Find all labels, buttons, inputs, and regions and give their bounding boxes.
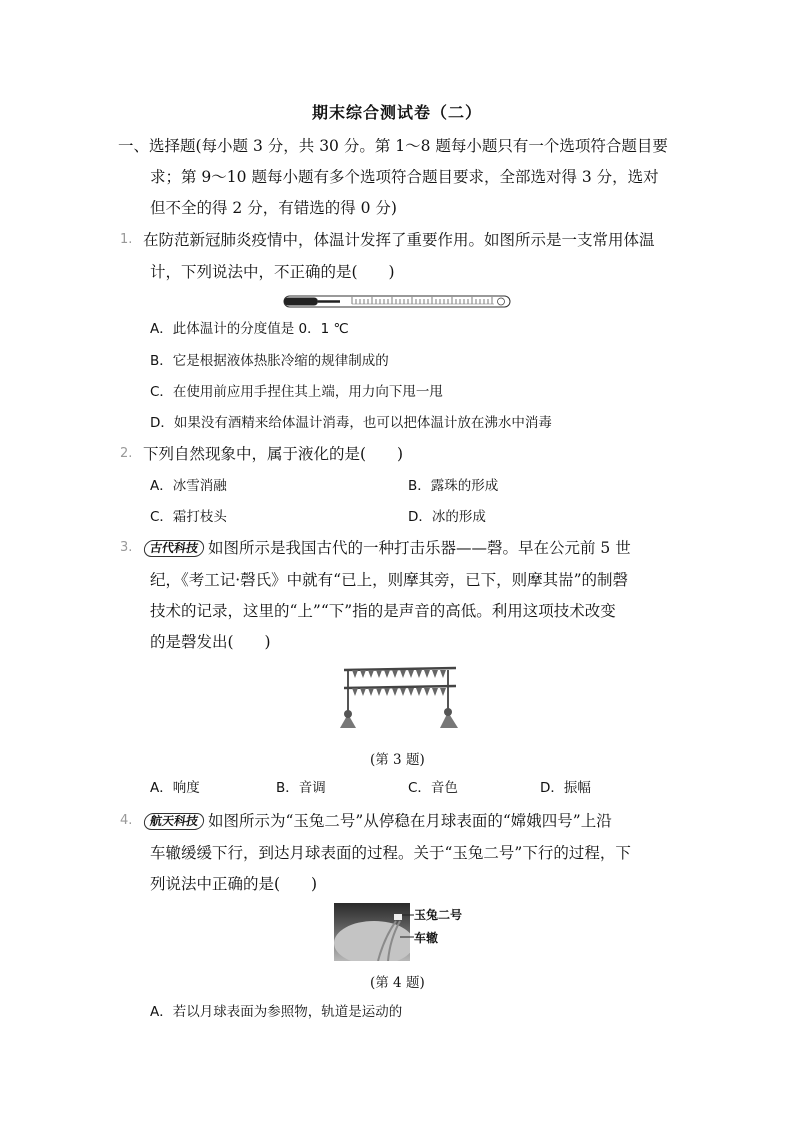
q2-option-a: A．冰雪消融 [150,478,227,494]
question-number: 3. [120,540,133,555]
q1-option-d: D．如果没有酒精来给体温计消毒，也可以把体温计放在沸水中消毒 [150,415,552,431]
ancient-tech-tag: 古代科技 [143,540,205,557]
q2-option-b: B．露珠的形成 [408,478,499,494]
q1-option-a: A．此体温计的分度值是 0．1 ℃ [150,321,349,337]
chime-stones-figure [338,662,462,732]
q2-option-d: D．冰的形成 [408,509,486,525]
q4-stem-line-1: 如图所示为“玉兔二号”从停稳在月球表面的“嫦娥四号”上沿 [208,812,612,830]
q1-option-c: C．在使用前应用手捏住其上端，用力向下甩一甩 [150,384,443,400]
q4-stem-line-2: 车辙缓缓下行，到达月球表面的过程。关于“玉兔二号”下行的过程，下 [150,844,631,862]
question-number: 4. [120,813,133,828]
q4-option-a: A．若以月球表面为参照物，轨道是运动的 [150,1004,403,1020]
q3-stem-line-3: 技术的记录，这里的“上”“下”指的是声音的高低。利用这项技术改变 [150,602,616,620]
q3-stem-line-1: 如图所示是我国古代的一种打击乐器——磬。早在公元前 5 世 [208,539,631,557]
q1-option-b: B．它是根据液体热胀冷缩的规律制成的 [150,353,389,369]
section-instruction-line-3: 但不全的得 2 分，有错选的得 0 分) [150,199,397,217]
q3-option-b: B．音调 [276,780,326,796]
q3-option-a: A．响度 [150,780,200,796]
thermometer-figure [282,292,514,312]
q3-option-c: C．音色 [408,780,458,796]
aerospace-tech-tag: 航天科技 [143,813,205,830]
q4-stem-line-3: 列说法中正确的是( ) [150,875,318,893]
q3-stem-line-4: 的是磬发出( ) [150,633,271,651]
question-number: 2. [120,446,133,461]
label-wheel-track: 车辙 [414,931,439,945]
q1-stem-line-1: 在防范新冠肺炎疫情中，体温计发挥了重要作用。如图所示是一支常用体温 [143,231,655,249]
q2-option-c: C．霜打枝头 [150,509,227,525]
q3-option-d: D．振幅 [540,780,591,796]
q3-stem-line-2: 纪，《考工记·磬氏》中就有“已上，则摩其旁，已下，则摩其耑”的制磬 [150,571,629,589]
section-instruction-line-1: 一、选择题(每小题 3 分，共 30 分。第 1～8 题每小题只有一个选项符合题目要 [118,137,668,155]
q3-figure-caption: (第 3 题) [370,752,425,768]
q4-figure-caption: (第 4 题) [370,975,425,991]
q2-stem: 下列自然现象中，属于液化的是( ) [143,445,404,463]
q1-stem-line-2: 计，下列说法中，不正确的是( ) [150,263,395,281]
page-title: 期末综合测试卷（二） [311,103,482,122]
question-number: 1. [120,232,133,247]
section-instruction-line-2: 求；第 9～10 题每小题有多个选项符合题目要求，全部选对得 3 分，选对 [150,168,659,186]
label-yutu-2: 玉兔二号 [414,908,463,922]
